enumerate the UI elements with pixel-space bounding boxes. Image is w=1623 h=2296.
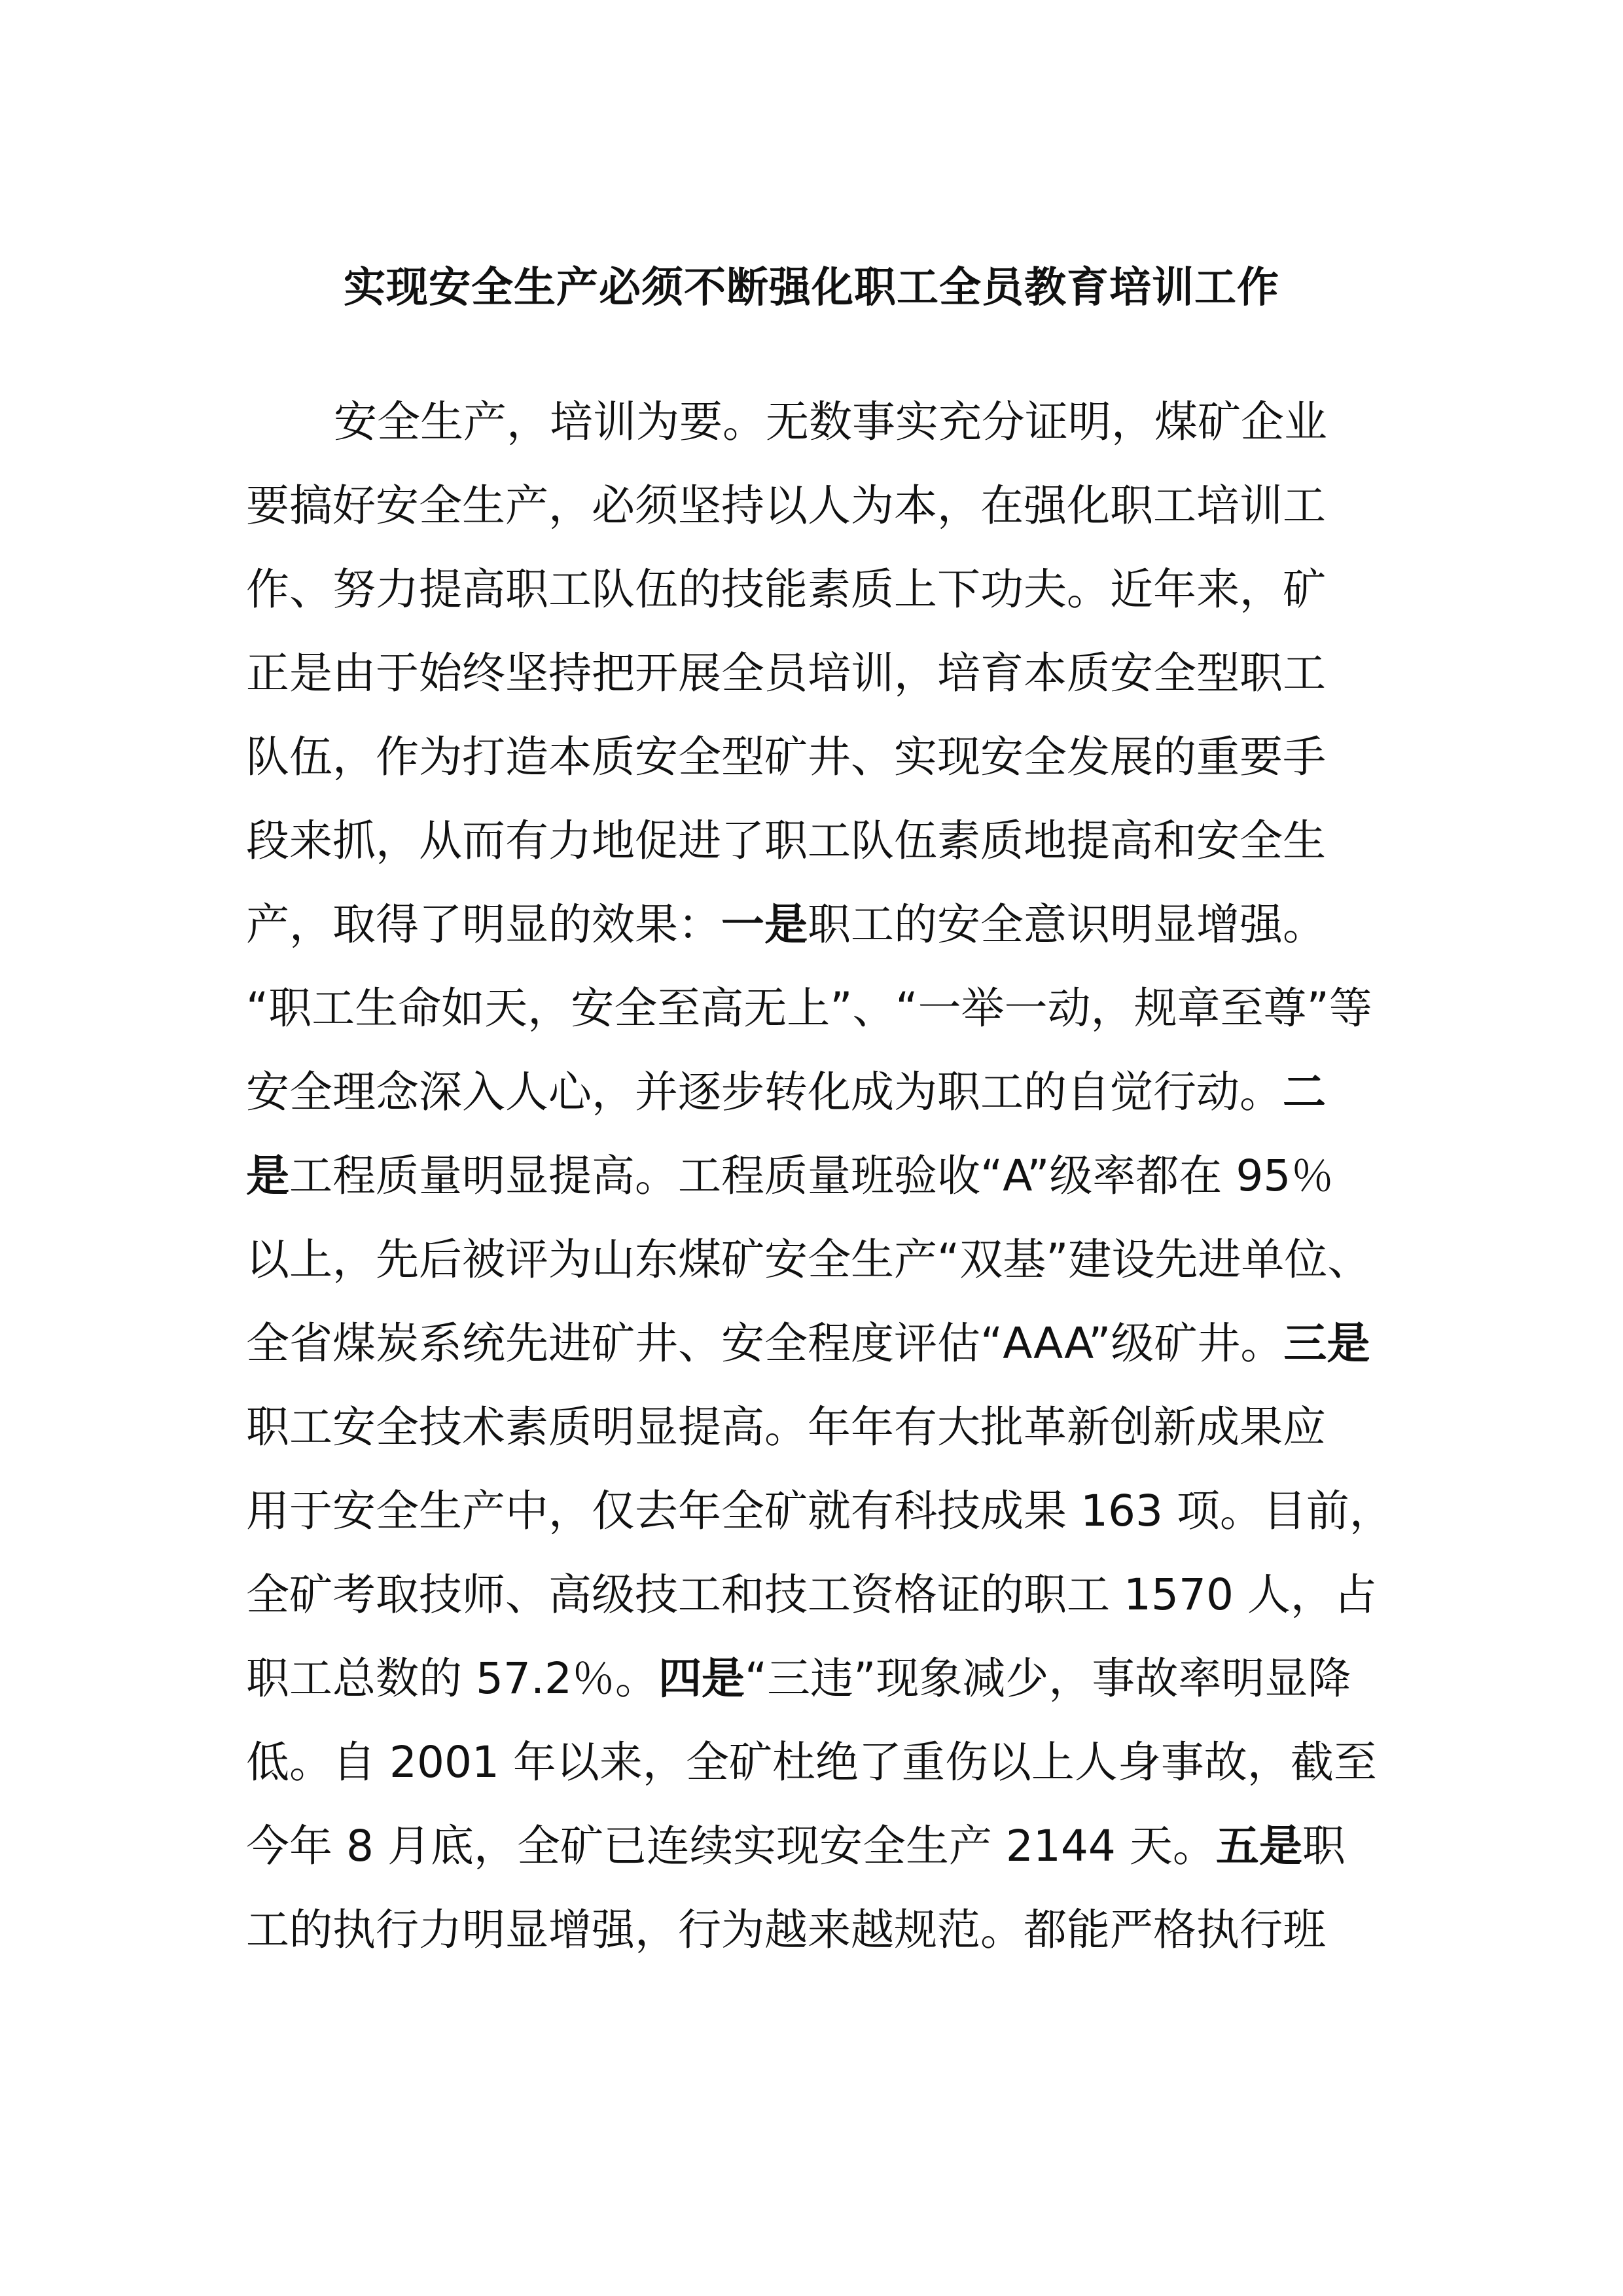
paragraph-line [246, 889, 1326, 961]
line-text: 队伍，作为打造本质安全型矿井、实现安全发展的重要手 [246, 732, 1326, 782]
line-text: 安全生产，培训为要。无数事实充分证明，煤矿企业 [334, 397, 1327, 447]
paragraph-line [246, 1559, 1377, 1631]
paragraph-line [246, 1810, 1346, 1882]
line-text: 产，取得了明显的效果： [246, 899, 721, 950]
paragraph-line [334, 386, 1327, 458]
line-text: 职工安全技术素质明显提高。年年有大批革新创新成果应 [246, 1402, 1326, 1452]
line-text: 以上，先后被评为山东煤矿安全生产“双基”建设先进单位、 [246, 1234, 1371, 1285]
paragraph-line [246, 973, 1372, 1045]
paragraph-line [246, 1894, 1326, 1966]
paragraph-line [246, 1643, 1351, 1715]
paragraph-line [246, 721, 1326, 793]
document-title: 实现安全生产必须不断强化职工全员教育培训工作 [344, 264, 1279, 312]
paragraph-line [246, 1140, 1334, 1212]
line-text: 要搞好安全生产，必须坚持以人为本，在强化职工培训工 [246, 480, 1326, 531]
emphasis-text: 一是 [721, 899, 808, 950]
line-text: 职工总数的 57.2％。 [246, 1653, 658, 1704]
paragraph-line [246, 1391, 1326, 1463]
line-text: 工的执行力明显增强，行为越来越规范。都能严格执行班 [246, 1905, 1326, 1955]
paragraph-line [246, 1056, 1326, 1128]
line-text: 低。自 2001 年以来，全矿杜绝了重伤以上人身事故，截至 [246, 1737, 1377, 1787]
paragraph-line [246, 470, 1326, 542]
paragraph-line [246, 1308, 1370, 1380]
line-text: “职工生命如天，安全至高无上”、“一举一动，规章至尊”等 [246, 983, 1372, 1033]
paragraph-line [246, 554, 1326, 626]
paragraph-line [246, 1475, 1393, 1547]
emphasis-text: 三是 [1283, 1318, 1370, 1369]
line-text: 工程质量明显提高。工程质量班验收“A”级率都在 95％ [289, 1151, 1334, 1201]
line-text: 全省煤炭系统先进矿井、安全程度评估“AAA”级矿井。 [246, 1318, 1284, 1369]
line-text: 职工的安全意识明显增强。 [808, 899, 1326, 950]
line-text: “三违”现象减少，事故率明显降 [744, 1653, 1351, 1704]
line-text: 安全理念深入人心，并逐步转化成为职工的自觉行动。 [246, 1067, 1283, 1117]
line-text: 全矿考取技师、高级技工和技工资格证的职工 1570 人，占 [246, 1570, 1377, 1620]
line-text: 用于安全生产中，仅去年全矿就有科技成果 163 项。目前， [246, 1486, 1393, 1536]
line-text: 作、努力提高职工队伍的技能素质上下功夫。近年来，矿 [246, 564, 1326, 615]
paragraph-line [246, 637, 1326, 709]
emphasis-text: 四是 [658, 1653, 745, 1704]
paragraph-line [246, 1224, 1370, 1296]
line-text: 段来抓，从而有力地促进了职工队伍素质地提高和安全生 [246, 816, 1326, 866]
emphasis-text: 五是 [1215, 1821, 1302, 1871]
emphasis-text: 是 [246, 1151, 289, 1201]
paragraph-line [246, 805, 1326, 877]
line-text: 正是由于始终坚持把开展全员培训，培育本质安全型职工 [246, 648, 1326, 698]
line-text: 今年 8 月底，全矿已连续实现安全生产 2144 天。 [246, 1821, 1216, 1871]
paragraph-line [246, 1727, 1377, 1799]
line-text: 职 [1302, 1821, 1346, 1871]
emphasis-text: 二 [1283, 1067, 1326, 1117]
